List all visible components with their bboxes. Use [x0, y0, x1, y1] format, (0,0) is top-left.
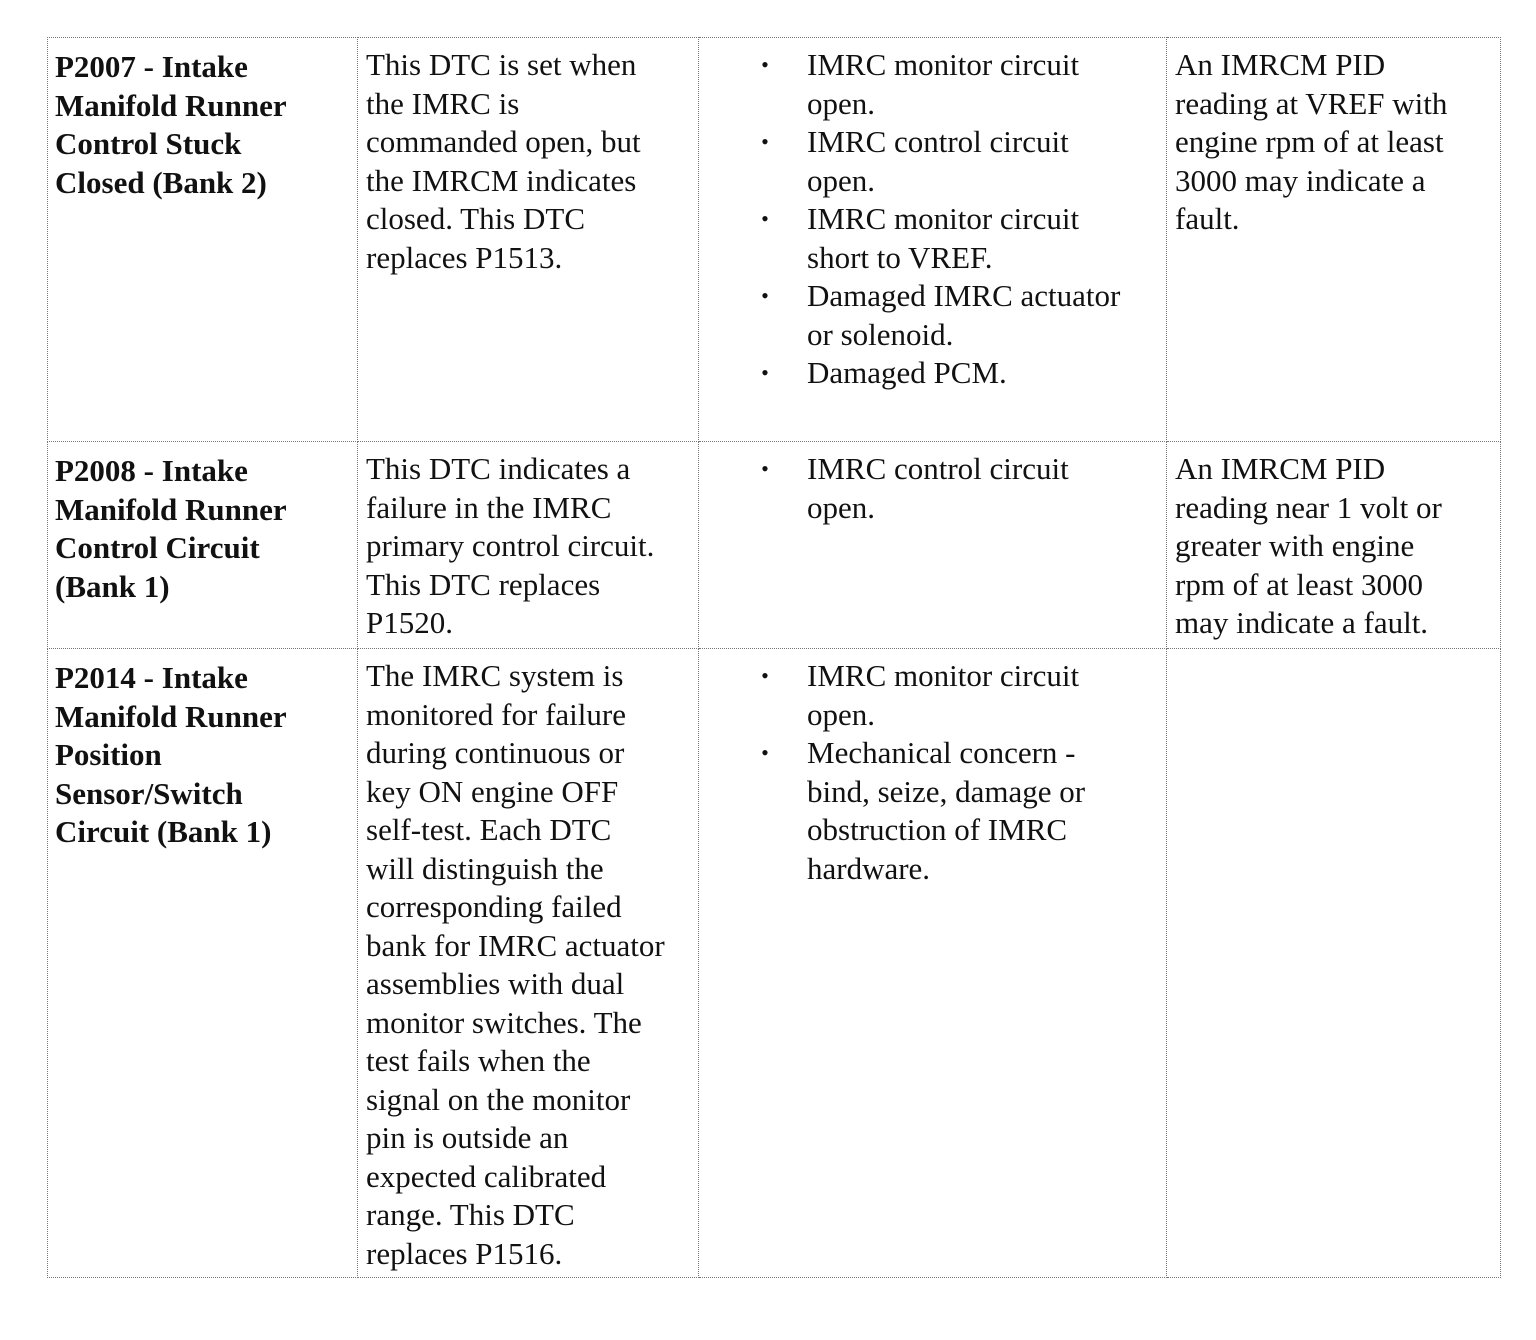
description-line: This DTC replaces: [366, 566, 601, 602]
description-line: monitored for failure: [366, 696, 626, 732]
bullet-icon: •: [761, 456, 769, 481]
pid-line: 3000 may indicate a: [1175, 162, 1426, 198]
dtc-code-line: Manifold Runner: [55, 698, 287, 734]
dtc-table-body: [48, 38, 1501, 1278]
description-line: key ON engine OFF: [366, 773, 619, 809]
dtc-code-cell: [48, 442, 358, 649]
dtc-code-line: Sensor/Switch: [55, 775, 243, 811]
cause-list-item: [699, 200, 1156, 277]
cause-line: IMRC monitor circuit: [807, 47, 1080, 82]
possible-causes-cell: [699, 38, 1167, 442]
cause-line: open.: [807, 489, 876, 525]
description-line: This DTC is set when: [366, 47, 637, 82]
possible-causes-list: [699, 450, 1156, 527]
description-line: assemblies with dual: [366, 966, 625, 1001]
dtc-code-line: Closed (Bank 2): [55, 164, 267, 200]
cause-line: Damaged IMRC actuator: [807, 278, 1121, 313]
cause-list-item: [699, 354, 1156, 393]
description-line: signal on the monitor: [366, 1081, 631, 1117]
description-line: test fails when the: [366, 1043, 591, 1078]
bullet-icon: •: [761, 740, 769, 765]
table-row: [48, 649, 1501, 1278]
possible-causes-list: [699, 657, 1156, 888]
cause-line: obstruction of IMRC: [807, 812, 1068, 847]
dtc-code-line: Position: [55, 737, 162, 772]
possible-causes-cell: [699, 442, 1167, 649]
cause-line: open.: [807, 85, 876, 121]
table-row: [48, 442, 1501, 649]
possible-causes-list: [699, 46, 1156, 393]
dtc-table: [47, 37, 1501, 1278]
pid-reading-cell: [1167, 38, 1501, 442]
cause-line: IMRC control circuit: [807, 124, 1069, 159]
description-line: closed. This DTC: [366, 201, 585, 236]
dtc-description-cell: [358, 38, 699, 442]
description-line: will distinguish the: [366, 850, 604, 886]
pid-line: engine rpm of at least: [1175, 124, 1444, 159]
pid-line: An IMRCM PID: [1175, 47, 1386, 82]
pid-line: An IMRCM PID: [1175, 451, 1386, 486]
pid-line: reading near 1 volt or: [1175, 489, 1442, 525]
description-line: range. This DTC: [366, 1197, 575, 1232]
dtc-code-cell: [48, 649, 358, 1278]
cause-list-item: [699, 734, 1156, 888]
description-line: the IMRC is: [366, 85, 520, 121]
cause-line: open.: [807, 162, 876, 198]
cause-line: bind, seize, damage or: [807, 773, 1086, 809]
cause-line: IMRC control circuit: [807, 451, 1069, 486]
dtc-code-line: P2008 - Intake: [55, 453, 248, 488]
dtc-code-line: Control Stuck: [55, 126, 242, 161]
cause-list-item: [699, 657, 1156, 734]
dtc-code-cell: [48, 38, 358, 442]
description-line: bank for IMRC actuator: [366, 927, 665, 963]
cause-line: Damaged PCM.: [807, 355, 1007, 390]
description-line: This DTC indicates a: [366, 451, 631, 486]
description-line: primary control circuit.: [366, 528, 655, 563]
pid-line: rpm of at least 3000: [1175, 566, 1423, 602]
dtc-description-cell: [358, 442, 699, 649]
possible-causes-cell: [699, 649, 1167, 1278]
description-line: commanded open, but: [366, 124, 641, 159]
description-line: expected calibrated: [366, 1158, 607, 1194]
dtc-code-line: Manifold Runner: [55, 491, 287, 527]
dtc-code-line: P2007 - Intake: [55, 49, 248, 84]
bullet-icon: •: [761, 283, 769, 308]
bullet-icon: •: [761, 206, 769, 231]
dtc-code-line: Manifold Runner: [55, 87, 287, 123]
description-line: The IMRC system is: [366, 658, 624, 693]
cause-line: IMRC monitor circuit: [807, 658, 1080, 693]
cause-line: hardware.: [807, 850, 931, 886]
bullet-icon: •: [761, 663, 769, 688]
cause-list-item: [699, 46, 1156, 123]
cause-line: Mechanical concern -: [807, 735, 1076, 770]
description-line: self-test. Each DTC: [366, 812, 612, 847]
dtc-code-line: Control Circuit: [55, 530, 260, 565]
table-row: [48, 38, 1501, 442]
pid-reading-cell: [1167, 649, 1501, 1278]
description-line: P1520.: [366, 605, 453, 640]
cause-line: or solenoid.: [807, 316, 954, 352]
pid-reading-cell: [1167, 442, 1501, 649]
cause-line: IMRC monitor circuit: [807, 201, 1080, 236]
description-line: failure in the IMRC: [366, 489, 612, 525]
description-line: replaces P1516.: [366, 1235, 563, 1271]
description-line: pin is outside an: [366, 1120, 569, 1155]
pid-line: fault.: [1175, 201, 1240, 236]
pid-line: may indicate a fault.: [1175, 605, 1429, 640]
cause-list-item: [699, 277, 1156, 354]
dtc-description-cell: [358, 649, 699, 1278]
cause-list-item: [699, 450, 1156, 527]
description-line: the IMRCM indicates: [366, 162, 637, 198]
cause-line: short to VREF.: [807, 239, 993, 275]
bullet-icon: •: [761, 360, 769, 385]
description-line: monitor switches. The: [366, 1004, 642, 1040]
cause-list-item: [699, 123, 1156, 200]
dtc-code-line: P2014 - Intake: [55, 660, 248, 695]
bullet-icon: •: [761, 129, 769, 154]
pid-line: reading at VREF with: [1175, 85, 1448, 121]
dtc-code-line: Circuit (Bank 1): [55, 814, 272, 849]
description-line: corresponding failed: [366, 889, 622, 924]
bullet-icon: •: [761, 52, 769, 77]
cause-line: open.: [807, 696, 876, 732]
description-line: during continuous or: [366, 735, 625, 770]
dtc-code-line: (Bank 1): [55, 568, 170, 604]
pid-line: greater with engine: [1175, 528, 1415, 563]
description-line: replaces P1513.: [366, 239, 563, 275]
